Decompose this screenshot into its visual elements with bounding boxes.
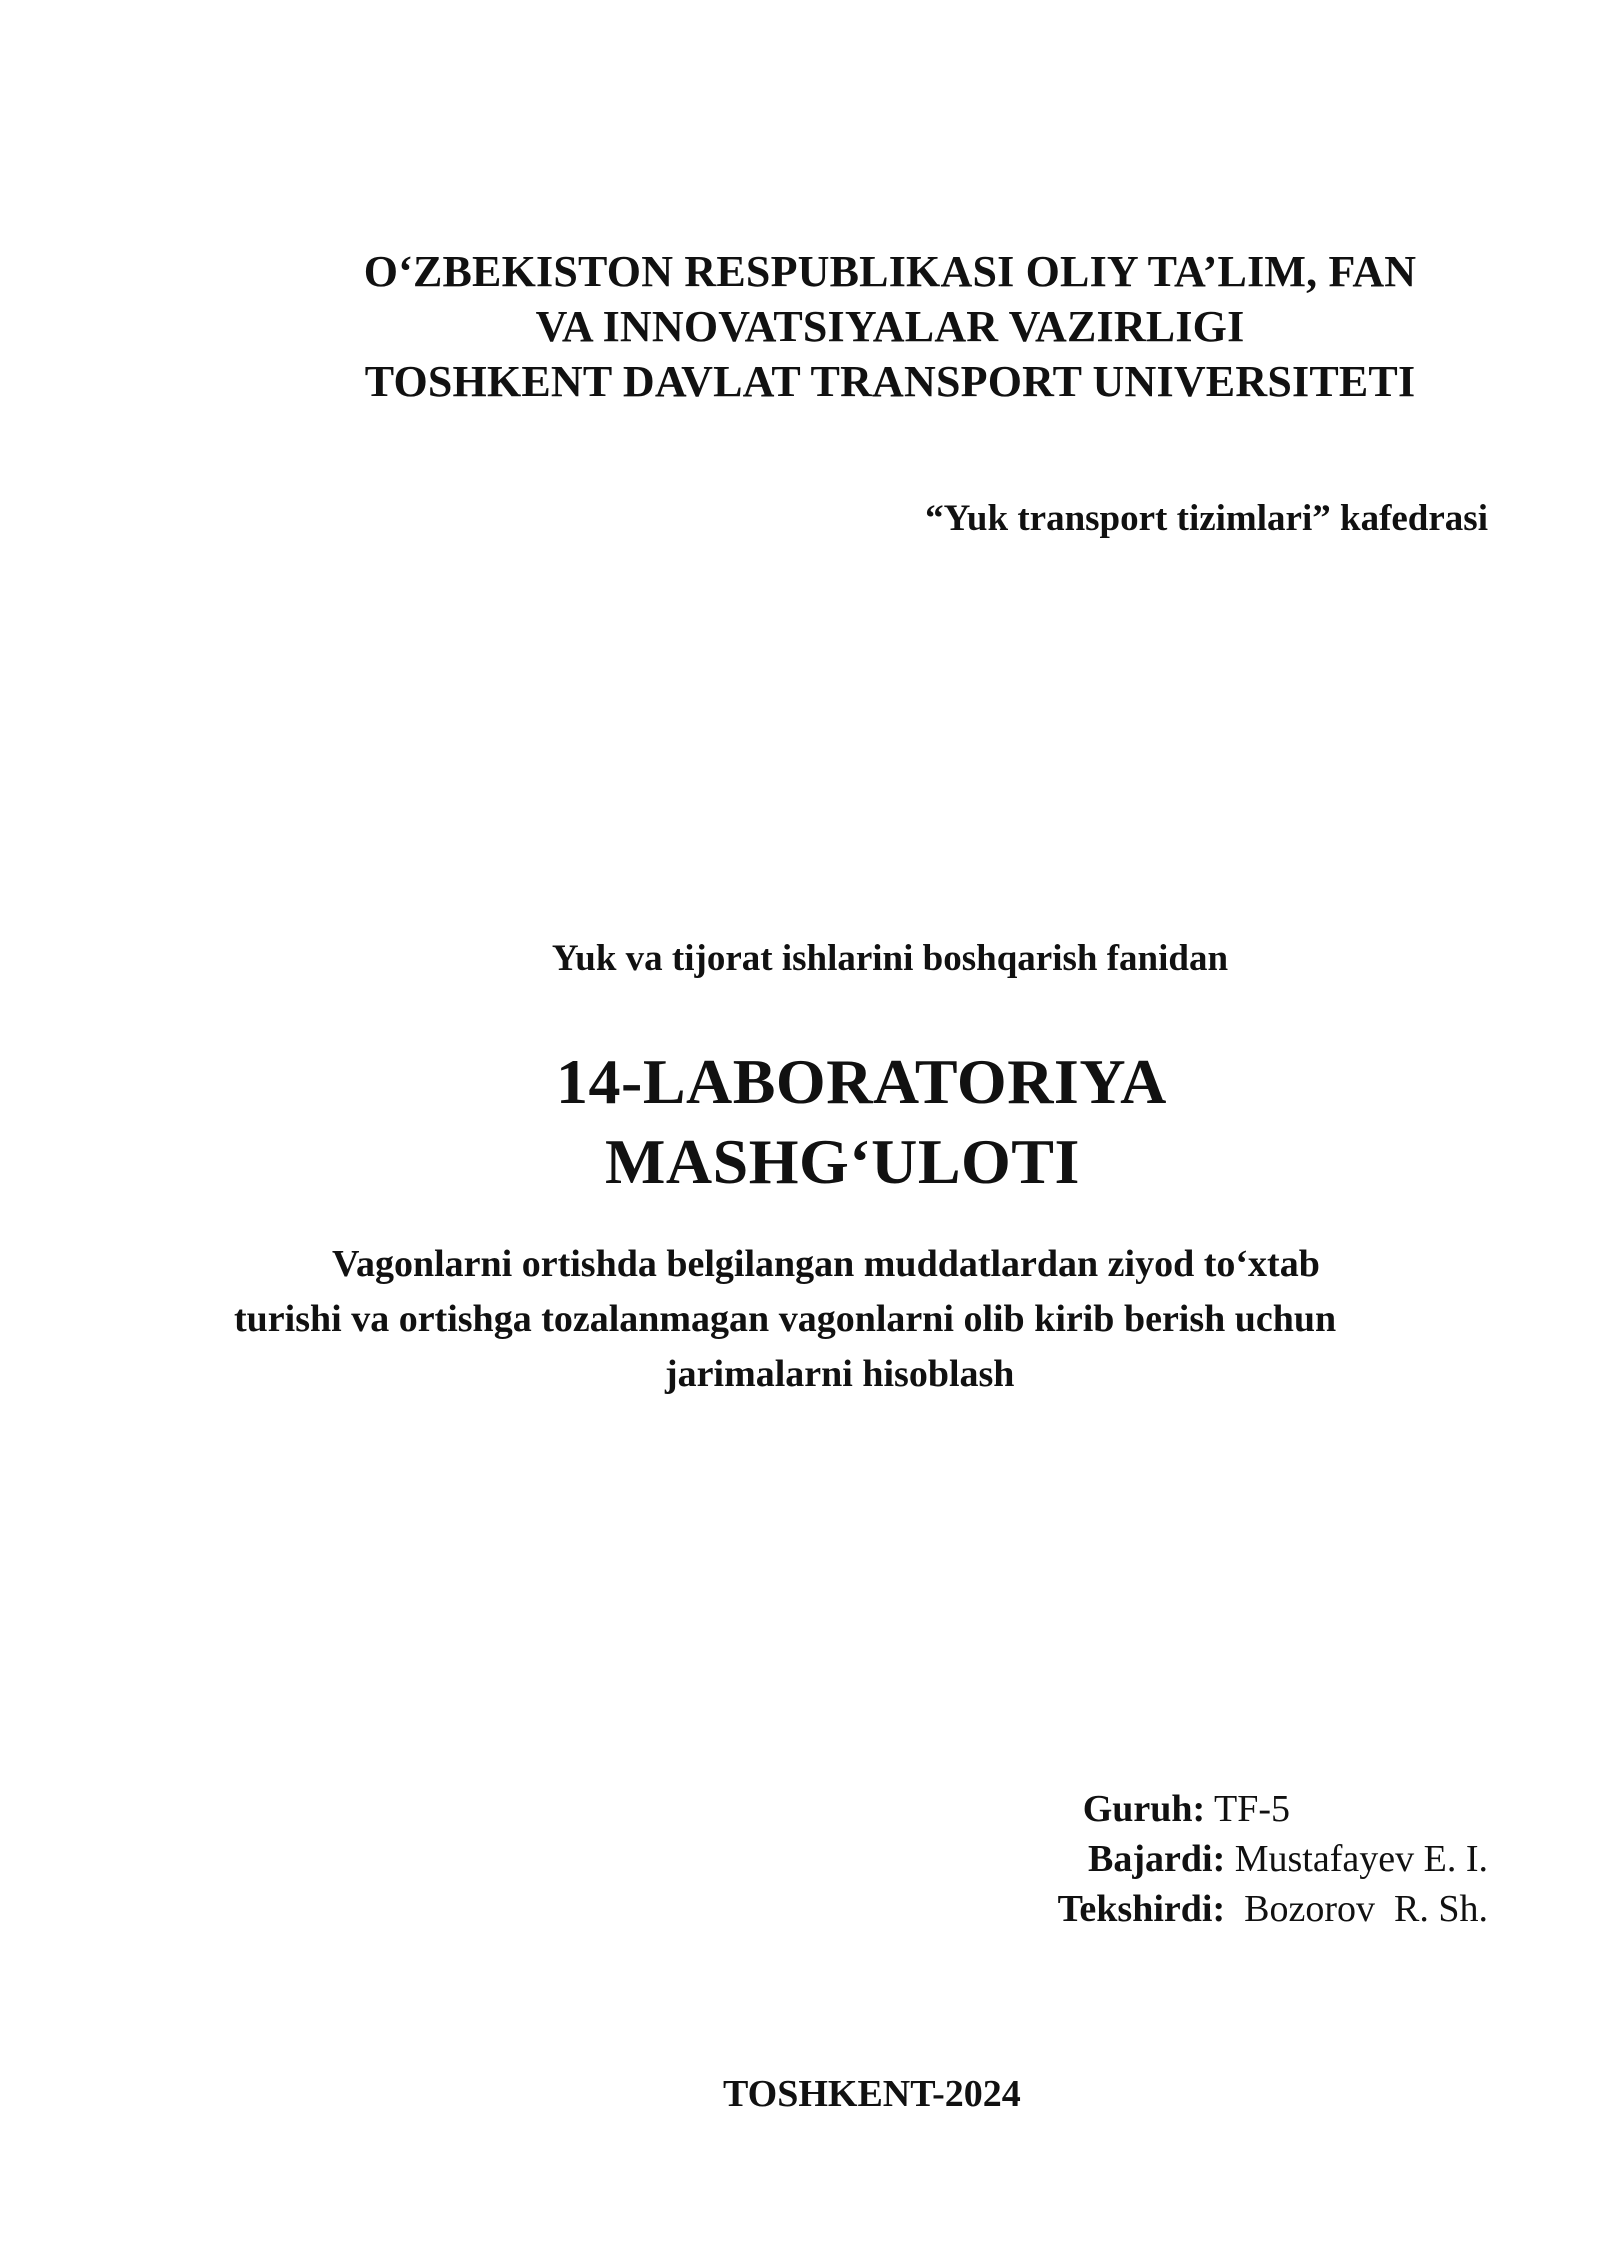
city-year-footer: TOSHKENT-2024 [723,2073,1021,2115]
ministry-name-line-1: O‘ZBEKISTON RESPUBLIKASI OLIY TA’LIM, FAN [363,247,1417,296]
lab-title-line-2: MASHG‘ULOTI [605,1126,1080,1197]
performed-by-label: Bajardi: [1088,1838,1226,1880]
department-name: “Yuk transport tizimlari” kafedrasi [925,498,1488,539]
topic-line-1: Vagonlarni ortishda belgilangan muddatlardan ziyod to‘xtab [332,1243,1320,1285]
group-info [1083,1790,1290,1828]
checked-by-value: Bozorov R. Sh. [1225,1888,1488,1930]
ministry-name-line-2: VA INNOVATSIYALAR VAZIRLIGI [535,302,1245,351]
topic-line-3: jarimalarni hisoblash [665,1353,1015,1395]
group-label: Guruh: [1082,1788,1206,1830]
checked-by-label: Tekshirdi: [1057,1888,1226,1930]
group-value: TF-5 [1205,1788,1290,1830]
performed-by-value: Mustafayev E. I. [1225,1838,1488,1880]
performed-by-info [1088,1840,1488,1878]
checked-by-info [1058,1890,1488,1928]
lab-title-line-1: 14-LABORATORIYA [556,1046,1167,1117]
subject-name: Yuk va tijorat ishlarini boshqarish fanidan [551,938,1229,979]
topic-line-2: turishi va ortishga tozalanmagan vagonlarni olib kirib berish uchun [234,1298,1337,1340]
university-name: TOSHKENT DAVLAT TRANSPORT UNIVERSITETI [364,357,1416,406]
